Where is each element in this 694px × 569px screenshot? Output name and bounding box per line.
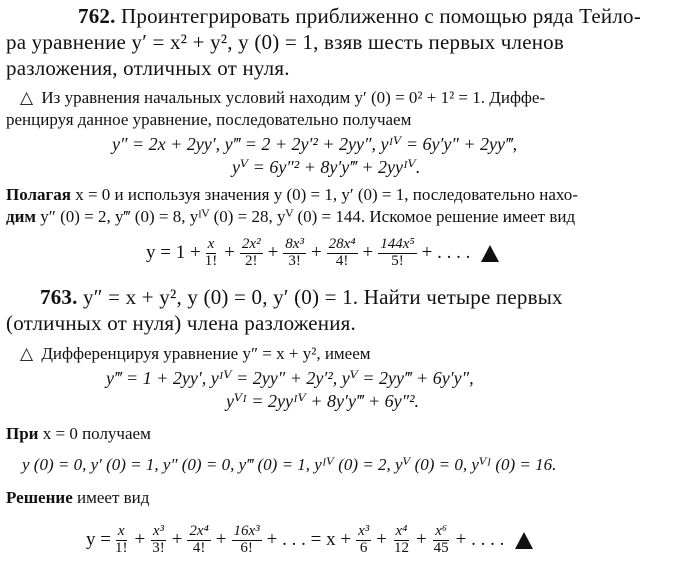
term-numerator: 16x³ [233, 522, 260, 539]
solution-763-text-1: Дифференцируя уравнение y″ = x + y², имеем [41, 344, 371, 363]
solution-762-text-1: Из уравнения начальных условий находим y′ (0) = 0² + 1² = 1. Диффе- [41, 88, 546, 107]
term-numerator: x [207, 235, 215, 252]
plus-sign: + [134, 529, 146, 550]
values-763-text: y (0) = 0, y′ (0) = 1, y″ (0) = 0, y‴ (0) = 1, yᴵⱽ (0) = 2, yⱽ (0) = 0, yⱽᴵ (0) = 16. [22, 455, 557, 474]
plus-sign: + [267, 242, 279, 263]
problem-763-text-1: y″ = x + y², y (0) = 0, y′ (0) = 1. Найти четыре первых [83, 285, 563, 309]
series-762-term [283, 237, 306, 270]
derivatives-763-text-1: y‴ = 1 + 2yy′, yᴵⱽ = 2yy″ + 2y′², yⱽ = 2yy‴ + 6y′y″, [106, 368, 474, 388]
derivatives-762-line-2 [232, 157, 420, 178]
term-numerator: 144x⁵ [380, 235, 415, 252]
series-762-term [378, 237, 416, 270]
series-763-term [356, 524, 371, 557]
term-denominator: 4! [335, 252, 349, 269]
solution-intro-763-line [6, 488, 149, 508]
at-zero-763-lead: При [6, 424, 39, 443]
problem-762-line-1 [78, 4, 641, 29]
solution-start-icon: △ [20, 344, 34, 363]
term-denominator: 4! [192, 539, 206, 556]
term-numerator: 2x⁴ [189, 522, 209, 539]
derivatives-762-text-1: y″ = 2x + 2yy′, y‴ = 2 + 2y′² + 2yy″, yᴵⱽ = 6y′y″ + 2yy‴, [112, 134, 518, 154]
series-762-term [203, 237, 220, 270]
plus-sign: + [310, 242, 322, 263]
series-762-term [240, 237, 263, 270]
values-762-lead: Полагая [6, 185, 71, 204]
series-763-term [187, 524, 210, 557]
derivatives-762-text-2: yⱽ = 6y″² + 8y′y‴ + 2yyᴵⱽ. [232, 157, 421, 177]
term-denominator: 6! [240, 539, 253, 556]
at-zero-763-line [6, 424, 151, 444]
term-numerator: x [117, 522, 125, 539]
series-762-lhs: y = 1 + [146, 242, 201, 263]
series-762-term [327, 237, 358, 270]
solution-start-icon: △ [20, 88, 34, 107]
term-denominator: 12 [393, 539, 409, 556]
solution-end-icon [481, 245, 499, 262]
solution-end-icon [515, 532, 533, 549]
problem-763-line-2 [6, 311, 356, 336]
problem-762-text-1: Проинтегрировать приближенно с помощью ряда Тейло- [121, 4, 641, 28]
series-763 [86, 516, 533, 564]
term-numerator: 2x² [241, 235, 261, 252]
values-762-text-2: y″ (0) = 2, y‴ (0) = 8, yᴵⱽ (0) = 28, yⱽ (0) = 144. Искомое решение имеет вид [35, 207, 576, 226]
term-denominator: 3! [288, 252, 301, 269]
series-762-tail: + . . . . [421, 242, 471, 263]
problem-763-line-1 [40, 285, 563, 310]
term-numerator: x⁴ [395, 522, 408, 539]
term-denominator: 2! [244, 252, 258, 269]
solution-762-line-1 [20, 88, 545, 108]
term-denominator: 45 [433, 539, 449, 556]
series-762 [146, 230, 499, 276]
solution-762-text-2: ренцируя данное уравнение, последовательно получаем [6, 110, 412, 129]
series-763-middle: + . . . = x + [266, 529, 352, 550]
plus-sign: + [215, 529, 227, 550]
problem-762-text-3: разложения, отличных от нуля. [6, 56, 290, 80]
series-763-term [392, 524, 411, 557]
term-numerator: x³ [152, 522, 165, 539]
derivatives-762-line-1 [112, 134, 517, 155]
problem-763-number: 763. [40, 285, 78, 309]
derivatives-763-text-2: yⱽᴵ = 2yyᴵⱽ + 8y′y‴ + 6y″². [226, 391, 420, 411]
series-763-term [113, 524, 130, 557]
plus-sign: + [362, 242, 374, 263]
plus-sign: + [171, 529, 183, 550]
series-763-lhs: y = [86, 529, 111, 550]
derivatives-763-line-1 [106, 368, 474, 389]
term-numerator: 8x³ [285, 235, 304, 252]
term-numerator: x⁶ [435, 522, 448, 539]
problem-762-line-2 [6, 30, 564, 55]
problem-763-text-2: (отличных от нуля) члена разложения. [6, 311, 356, 335]
plus-sign: + [224, 242, 235, 263]
at-zero-763-text: x = 0 получаем [38, 424, 151, 443]
term-denominator: 5! [391, 252, 404, 269]
solution-763-line-1 [20, 344, 371, 364]
term-numerator: x³ [358, 522, 370, 539]
solution-762-line-2 [6, 110, 411, 130]
values-762-line-1 [6, 185, 578, 205]
problem-762-line-3 [6, 56, 290, 81]
values-762-lead-2: дим [6, 207, 36, 226]
term-denominator: 3! [152, 539, 165, 556]
plus-sign: + [415, 529, 427, 550]
term-denominator: 6 [359, 539, 368, 556]
series-763-tail: + . . . . [455, 529, 505, 550]
problem-762-text-2: ра уравнение y′ = x² + y², y (0) = 1, взяв шесть первых членов [6, 30, 564, 54]
solution-intro-763-text: имеет вид [72, 488, 150, 507]
term-denominator: 1! [114, 539, 128, 556]
series-763-term [432, 524, 451, 557]
plus-sign: + [376, 529, 387, 550]
series-763-term [232, 524, 262, 557]
problem-762-number: 762. [78, 4, 116, 28]
series-763-term [150, 524, 167, 557]
values-762-line-2 [6, 207, 575, 227]
term-numerator: 28x⁴ [328, 235, 356, 252]
solution-intro-763-lead: Решение [6, 488, 73, 507]
derivatives-763-line-2 [226, 391, 419, 412]
values-763-line [22, 455, 556, 475]
term-denominator: 1! [204, 252, 218, 269]
values-762-text-1: x = 0 и используя значения y (0) = 1, y′ (0) = 1, последовательно нахо- [70, 185, 578, 204]
